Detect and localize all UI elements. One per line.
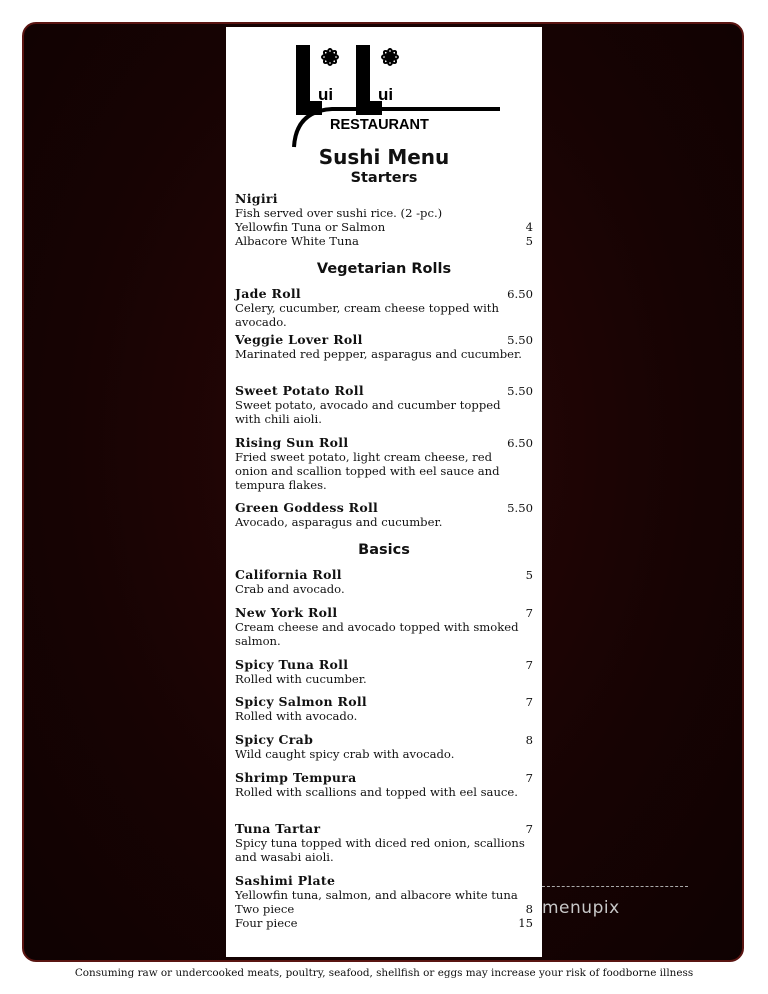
- menu-item-sashimi: [235, 874, 533, 930]
- item-desc: Crab and avocado.: [235, 582, 345, 596]
- logo-restaurant-label: RESTAURANT: [330, 117, 429, 133]
- item-desc: Cream cheese and avocado topped with smoked salmon.: [235, 620, 519, 648]
- item-desc: Marinated red pepper, asparagus and cucumber.: [235, 347, 522, 361]
- item-name: Spicy Salmon Roll: [235, 694, 367, 709]
- item-option: [235, 234, 533, 248]
- item-price: 6.50: [507, 287, 533, 301]
- item-name: Sashimi Plate: [235, 873, 336, 888]
- menu-item: [235, 822, 533, 864]
- item-desc: Rolled with cucumber.: [235, 672, 367, 686]
- restaurant-logo: [292, 43, 502, 153]
- item-price: 6.50: [507, 436, 533, 450]
- menu-item: [235, 501, 533, 529]
- menu-item: [235, 606, 533, 648]
- section-heading-starters: Starters: [350, 170, 418, 186]
- flower-icon: [382, 49, 398, 65]
- section-heading-basics: Basics: [358, 542, 410, 558]
- option-price: 4: [525, 220, 533, 234]
- item-price: 5.50: [507, 333, 533, 347]
- menu-page: [226, 27, 542, 957]
- item-desc: Fish served over sushi rice. (2 -pc.): [235, 206, 443, 220]
- item-desc: Fried sweet potato, light cream cheese, red onion and scallion topped with eel sauce and tempura flakes.: [235, 450, 500, 492]
- item-option: [235, 902, 533, 916]
- item-price: 7: [525, 695, 533, 709]
- item-name: Spicy Crab: [235, 732, 314, 747]
- item-price: 7: [525, 822, 533, 836]
- menu-item: [235, 733, 533, 761]
- item-price: 5: [525, 568, 533, 582]
- item-name: Rising Sun Roll: [235, 435, 349, 450]
- item-name: Shrimp Tempura: [235, 770, 357, 785]
- item-option: [235, 220, 533, 234]
- flower-icon: [322, 49, 338, 65]
- menu-item: [235, 568, 533, 596]
- menu-item: [235, 436, 533, 492]
- item-desc: Spicy tuna topped with diced red onion, scallions and wasabi aioli.: [235, 836, 525, 864]
- item-name: Tuna Tartar: [235, 821, 321, 836]
- item-desc: Avocado, asparagus and cucumber.: [235, 515, 443, 529]
- watermark-text: menupix: [542, 898, 620, 918]
- option-price: 5: [525, 234, 533, 248]
- item-desc: Wild caught spicy crab with avocado.: [235, 747, 455, 761]
- menu-item: [235, 384, 533, 426]
- item-option: [235, 916, 533, 930]
- item-desc: Sweet potato, avocado and cucumber topped with chili aioli.: [235, 398, 501, 426]
- logo-sub-2: ui: [378, 85, 394, 104]
- item-price: 5.50: [507, 501, 533, 515]
- option-label: Four piece: [235, 916, 298, 930]
- menu-title: Sushi Menu: [318, 145, 450, 169]
- item-price: 8: [525, 733, 533, 747]
- watermark: [538, 884, 688, 924]
- health-disclaimer: Consuming raw or undercooked meats, poultry, seafood, shellfish or eggs may increase your risk of foodborne illness: [74, 967, 694, 979]
- option-label: Two piece: [235, 902, 295, 916]
- item-name: Spicy Tuna Roll: [235, 657, 349, 672]
- menu-item: [235, 695, 533, 723]
- item-name: California Roll: [235, 567, 342, 582]
- menu-item: [235, 658, 533, 686]
- item-price: 7: [525, 658, 533, 672]
- item-price: 7: [525, 606, 533, 620]
- item-desc: Yellowfin tuna, salmon, and albacore white tuna: [235, 888, 518, 902]
- option-price: 8: [525, 902, 533, 916]
- item-price: 5.50: [507, 384, 533, 398]
- item-price: 7: [525, 771, 533, 785]
- item-name: Jade Roll: [235, 286, 301, 301]
- item-desc: Celery, cucumber, cream cheese topped with avocado.: [235, 301, 499, 329]
- item-name: Sweet Potato Roll: [235, 383, 364, 398]
- item-name: Veggie Lover Roll: [235, 332, 363, 347]
- menu-item: [235, 287, 533, 329]
- item-name: Nigiri: [235, 191, 278, 206]
- option-label: Albacore White Tuna: [235, 234, 359, 248]
- menu-item-nigiri: [235, 192, 533, 248]
- item-name: New York Roll: [235, 605, 338, 620]
- option-price: 15: [518, 916, 533, 930]
- option-label: Yellowfin Tuna or Salmon: [235, 220, 386, 234]
- item-desc: Rolled with avocado.: [235, 709, 358, 723]
- menu-item: [235, 771, 533, 799]
- item-name: Green Goddess Roll: [235, 500, 379, 515]
- item-desc: Rolled with scallions and topped with eel sauce.: [235, 785, 518, 799]
- section-heading-vegetarian: Vegetarian Rolls: [316, 261, 452, 277]
- logo-sub-1: ui: [318, 85, 334, 104]
- menu-item: [235, 333, 533, 361]
